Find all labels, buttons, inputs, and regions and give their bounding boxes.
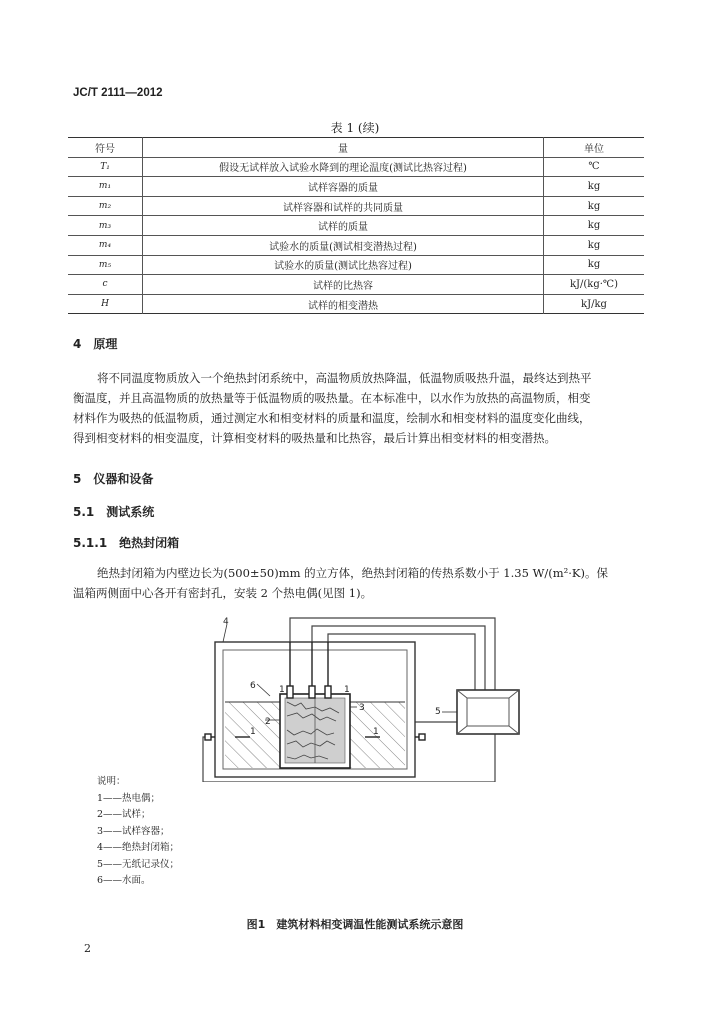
table-row	[68, 235, 644, 255]
legend-item: 4——绝热封闭箱；	[97, 842, 180, 853]
standard-code: JC/T 2111—2012	[73, 87, 163, 99]
cell-quantity: 试样的质量	[143, 216, 544, 236]
cell-unit: kg	[544, 255, 645, 275]
cell-unit: kg	[544, 235, 645, 255]
paragraph-line: 得到相变材料的相变温度，计算相变材料的吸热量和比热容，最后计算出相变材料的相变潜热。	[73, 431, 556, 445]
table-row	[68, 196, 644, 216]
cell-unit: kg	[544, 196, 645, 216]
label-1: 1	[373, 727, 379, 737]
section-4-heading: 4 原理	[73, 337, 118, 351]
cell-symbol: m₃	[68, 216, 143, 236]
table-row	[68, 294, 644, 314]
table-row	[68, 275, 644, 295]
table-row	[68, 216, 644, 236]
cell-quantity: 试样容器的质量	[143, 177, 544, 197]
table-row	[68, 177, 644, 197]
section-5-1-1-heading: 5.1.1 绝热封闭箱	[73, 536, 180, 550]
sample-container	[280, 694, 350, 768]
cell-symbol: c	[68, 275, 143, 295]
cell-symbol: m₅	[68, 255, 143, 275]
header-unit: 单位	[544, 138, 645, 158]
symbols-table	[68, 137, 644, 314]
label-4: 4	[223, 617, 229, 627]
table-row	[68, 255, 644, 275]
cell-symbol: m₂	[68, 196, 143, 216]
cell-unit: kJ/kg	[544, 294, 645, 314]
cell-symbol: m₁	[68, 177, 143, 197]
label-1: 1	[250, 727, 256, 737]
cell-quantity: 试样的相变潜热	[143, 294, 544, 314]
header-quantity: 量	[143, 138, 544, 158]
cell-quantity: 试验水的质量(测试相变潜热过程)	[143, 235, 544, 255]
cell-quantity: 试验水的质量(测试比热容过程)	[143, 255, 544, 275]
cell-symbol: T₁	[68, 157, 143, 177]
legend-item: 1——热电偶；	[97, 792, 161, 804]
cell-quantity: 假设无试样放入试验水降到的理论温度(测试比热容过程)	[143, 157, 544, 177]
cell-quantity: 试样的比热容	[143, 275, 544, 295]
cell-unit: ℃	[544, 157, 645, 177]
label-1: 1	[279, 685, 285, 695]
paragraph-line: 温箱两侧面中心各开有密封孔，安装 2 个热电偶(见图 1)。	[73, 586, 373, 600]
paragraph-line: 衡温度，并且高温物质的放热量等于低温物质的吸热量。在本标准中，以水作为放热的高温物质，相变	[73, 391, 591, 405]
label-1: 1	[344, 685, 350, 695]
cell-symbol: H	[68, 294, 143, 314]
paperless-recorder	[457, 690, 519, 734]
label-2: 2	[265, 717, 271, 727]
section-5-1-heading: 5.1 测试系统	[73, 505, 155, 519]
section-5-1-1-paragraph	[73, 563, 645, 603]
cell-symbol: m₄	[68, 235, 143, 255]
cell-unit: kJ/(kg·℃)	[544, 275, 645, 295]
paragraph-line: 绝热封闭箱为内壁边长为(500±50)mm 的立方体，绝热封闭箱的传热系数小于 1.35 W/(m²·K)。保	[97, 566, 608, 580]
table-header-row	[68, 138, 644, 158]
cell-quantity: 试样容器和试样的共同质量	[143, 196, 544, 216]
section-5-heading: 5 仪器和设备	[73, 472, 154, 486]
page-number: 2	[84, 942, 91, 955]
cell-unit: kg	[544, 177, 645, 197]
cell-unit: kg	[544, 216, 645, 236]
legend-item: 6——水面。	[97, 875, 151, 886]
paragraph-line: 将不同温度物质放入一个绝热封闭系统中，高温物质放热降温，低温物质吸热升温，最终达到热平	[97, 371, 592, 385]
figure-legend	[97, 774, 179, 890]
header-symbol: 符号	[68, 138, 143, 158]
table-row	[68, 157, 644, 177]
legend-title: 说明：	[97, 776, 126, 787]
figure-caption: 图1 建筑材料相变调温性能测试系统示意图	[246, 918, 464, 931]
label-6: 6	[250, 681, 256, 691]
paragraph-line: 材料作为吸热的低温物质，通过测定水和相变材料的质量和温度，绘制水和相变材料的温度变化曲线，	[73, 411, 591, 425]
section-4-paragraph	[73, 368, 645, 448]
legend-item: 5——无纸记录仪；	[97, 858, 180, 870]
label-5: 5	[435, 707, 441, 717]
legend-item: 2——试样；	[97, 809, 151, 820]
label-3: 3	[359, 703, 365, 713]
test-system-diagram	[195, 612, 535, 782]
table-caption: 表 1 (续)	[330, 121, 380, 135]
legend-item: 3——试样容器；	[97, 825, 170, 837]
